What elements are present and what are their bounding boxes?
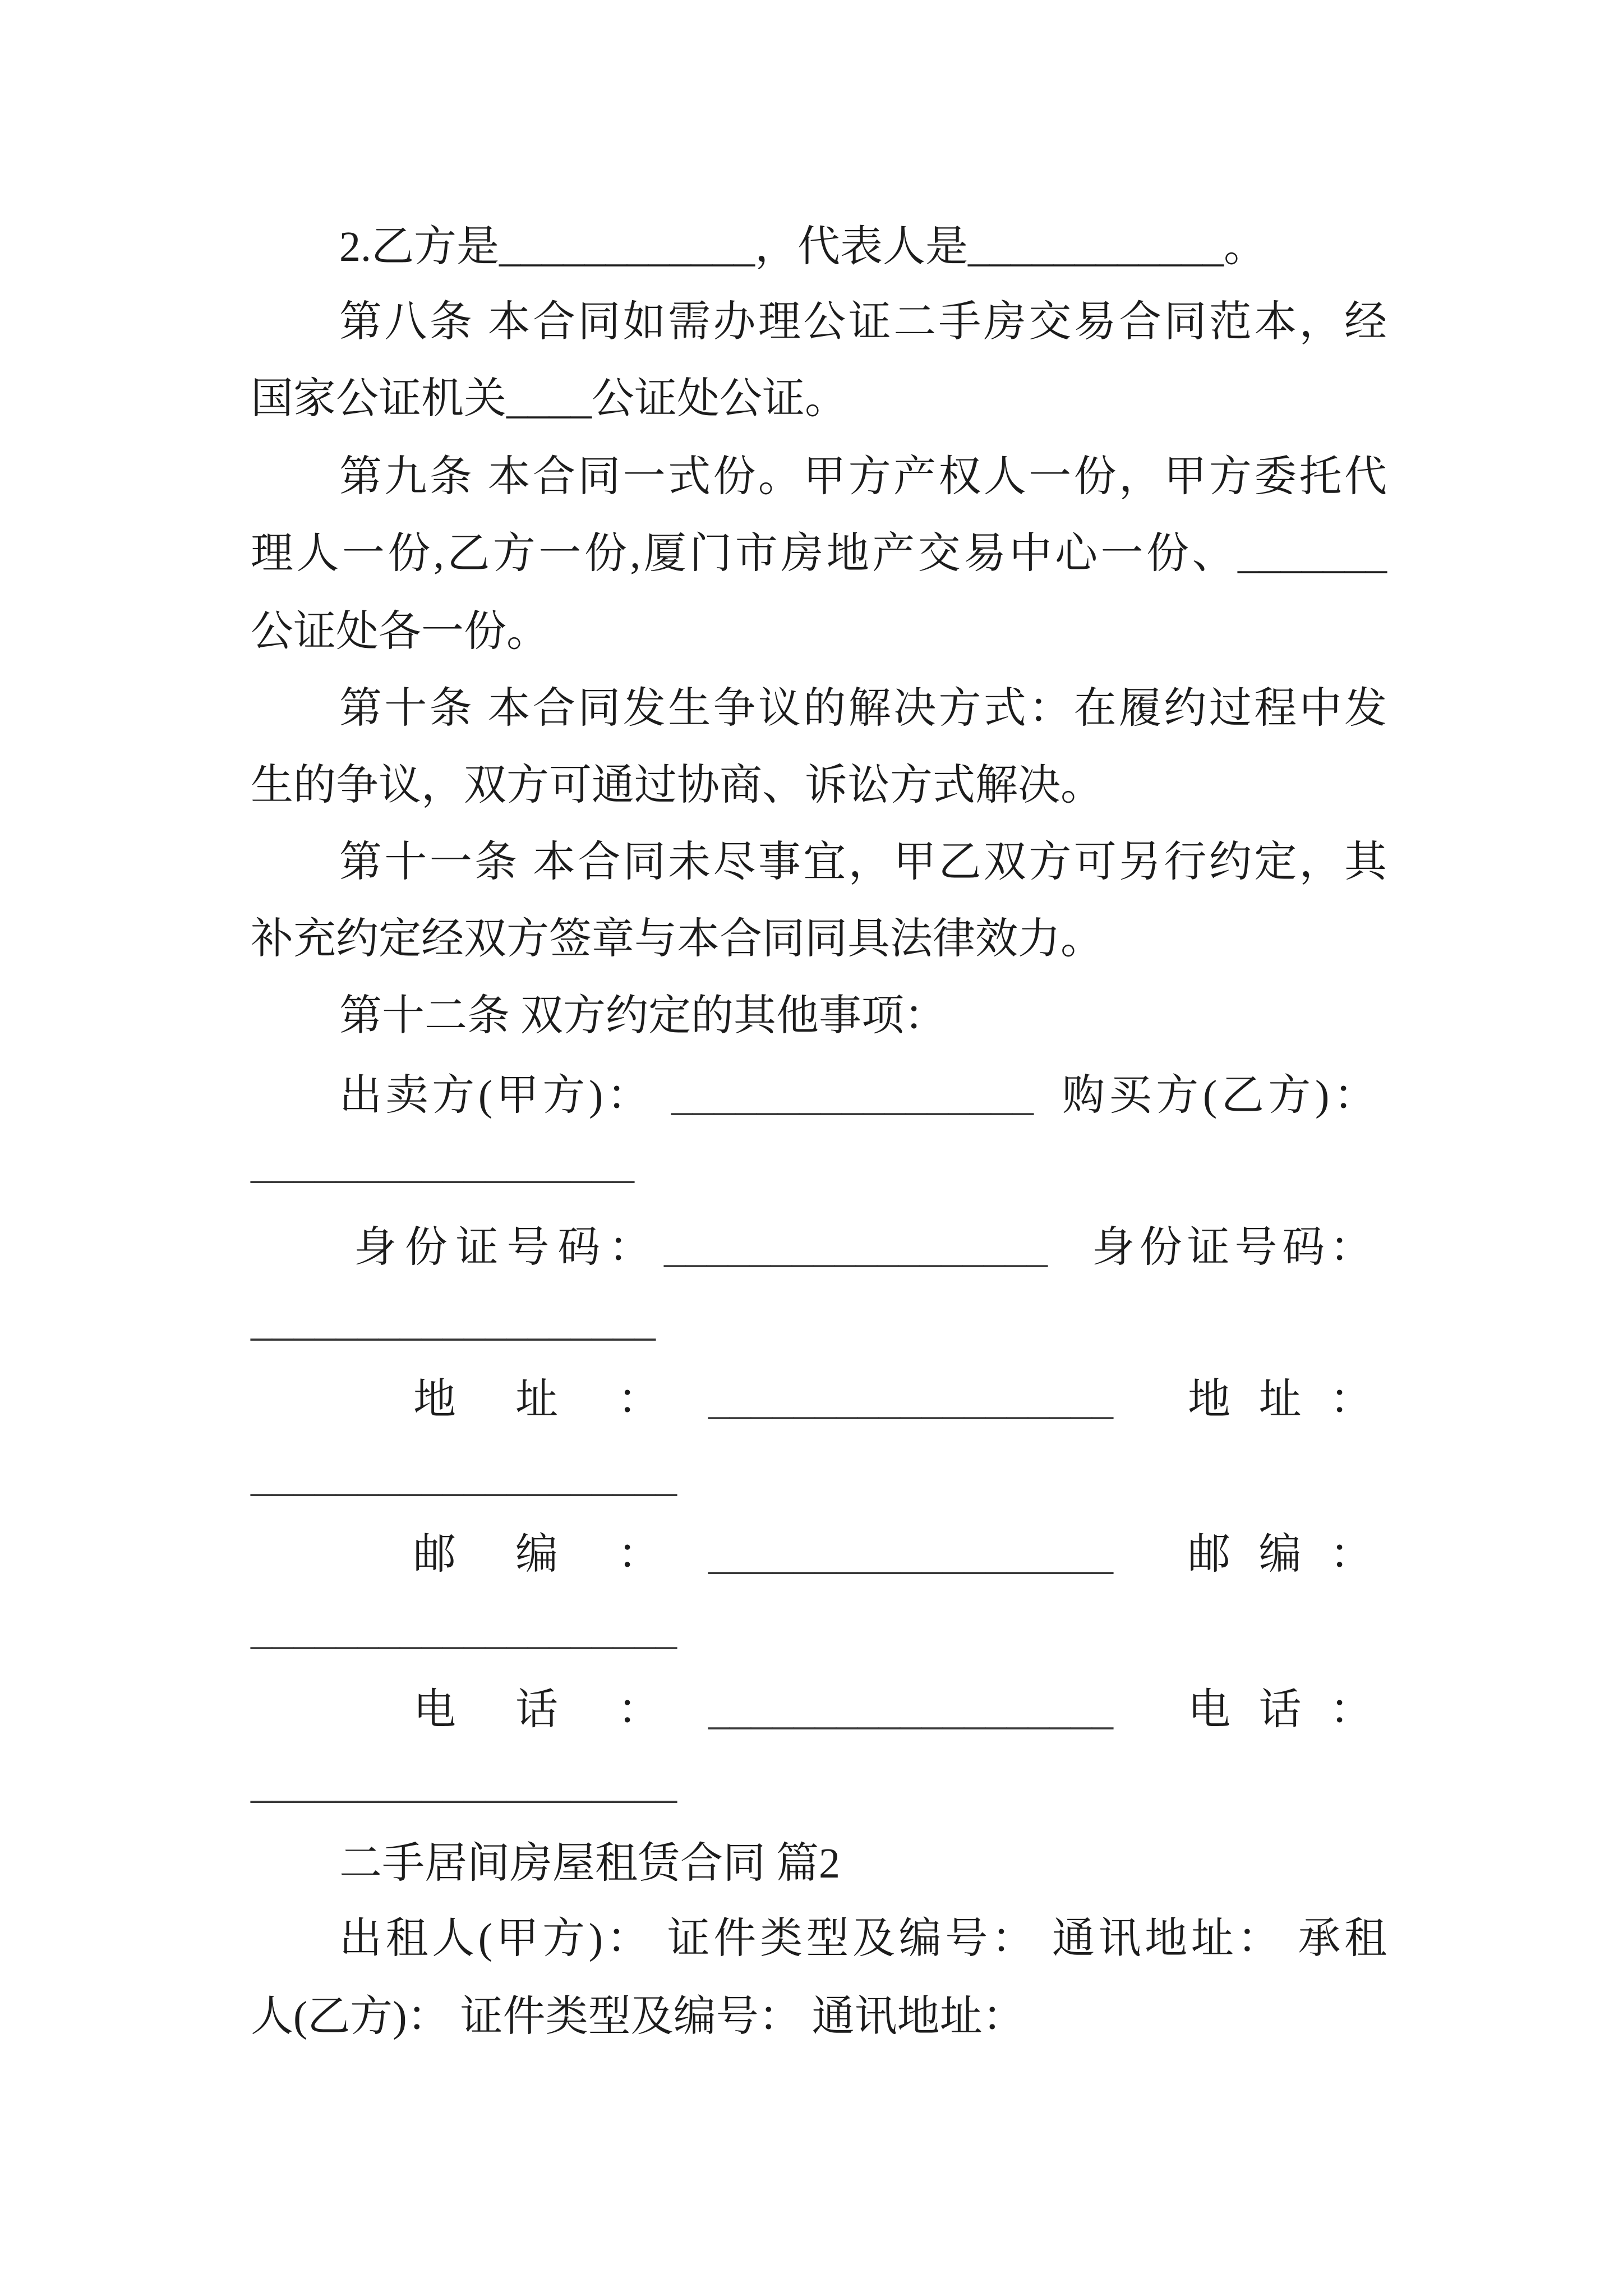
buyer-postcode-blank: ____________________ bbox=[251, 1606, 677, 1653]
party-b-line: 2.乙方是____________，代表人是____________。 bbox=[339, 223, 1266, 270]
article-10-line-1: 第十条 本合同发生争议的解决方式：在履约过程中发 bbox=[339, 685, 1387, 732]
seller-address-label: 地址： bbox=[413, 1376, 660, 1423]
buyer-address-label: 地址： bbox=[1188, 1376, 1372, 1423]
seller-address-blank: ___________________ bbox=[708, 1376, 1113, 1423]
article-8-line-1: 第八条 本合同如需办理公证二手房交易合同范本，经 bbox=[339, 298, 1387, 346]
article-9-line-3: 公证处各一份。 bbox=[251, 608, 549, 655]
article-8-line-2: 国家公证机关____公证处公证。 bbox=[251, 375, 847, 422]
seller-postcode-label: 邮编： bbox=[413, 1531, 660, 1578]
article-9-line-2: 理人一份,乙方一份,厦门市房地产交易中心一份、_______ bbox=[251, 530, 1387, 577]
seller-phone-blank: ___________________ bbox=[708, 1686, 1113, 1733]
seller-phone-label: 电话： bbox=[413, 1686, 660, 1733]
next-contract-heading: 二手居间房屋租赁合同 篇2 bbox=[339, 1840, 840, 1887]
article-10-line-2: 生的争议，双方可通过协商、诉讼方式解决。 bbox=[251, 762, 1103, 809]
seller-postcode-blank: ___________________ bbox=[708, 1531, 1113, 1578]
signature-row-postcode bbox=[0, 1526, 1623, 1582]
next-contract-parties-line-2: 人(乙方)： 证件类型及编号： 通讯地址： bbox=[251, 1993, 1025, 2040]
buyer-address-blank: ____________________ bbox=[251, 1453, 677, 1500]
buyer-id-blank: ___________________ bbox=[251, 1297, 656, 1345]
buyer-phone-blank: ____________________ bbox=[251, 1760, 677, 1807]
buyer-postcode-label: 邮编： bbox=[1188, 1531, 1372, 1578]
article-11-line-1: 第十一条 本合同未尽事宜，甲乙双方可另行约定，其 bbox=[339, 839, 1387, 886]
article-9-line-1: 第九条 本合同一式份。甲方产权人一份，甲方委托代 bbox=[339, 453, 1387, 500]
signature-row-parties bbox=[0, 1068, 1623, 1124]
buyer-id-label: 身份证号码： bbox=[1092, 1224, 1372, 1271]
buyer-blank: __________________ bbox=[251, 1140, 634, 1187]
seller-blank: _________________ bbox=[671, 1072, 1034, 1119]
article-11-line-2: 补充约定经双方签章与本合同同具法律效力。 bbox=[251, 915, 1103, 963]
buyer-label: 购买方(乙方)： bbox=[1062, 1072, 1376, 1119]
signature-row-id-number bbox=[0, 1220, 1623, 1276]
signature-row-phone bbox=[0, 1682, 1623, 1738]
seller-id-blank: __________________ bbox=[664, 1224, 1048, 1271]
seller-id-label: 身份证号码： bbox=[354, 1224, 651, 1271]
next-contract-parties-line-1: 出租人(甲方)： 证件类型及编号： 通讯地址： 承租 bbox=[339, 1915, 1387, 1962]
signature-row-address bbox=[0, 1372, 1623, 1428]
buyer-phone-label: 电话： bbox=[1188, 1686, 1372, 1733]
article-12-line: 第十二条 双方约定的其他事项： bbox=[339, 992, 947, 1039]
seller-label: 出卖方(甲方)： bbox=[339, 1072, 649, 1119]
